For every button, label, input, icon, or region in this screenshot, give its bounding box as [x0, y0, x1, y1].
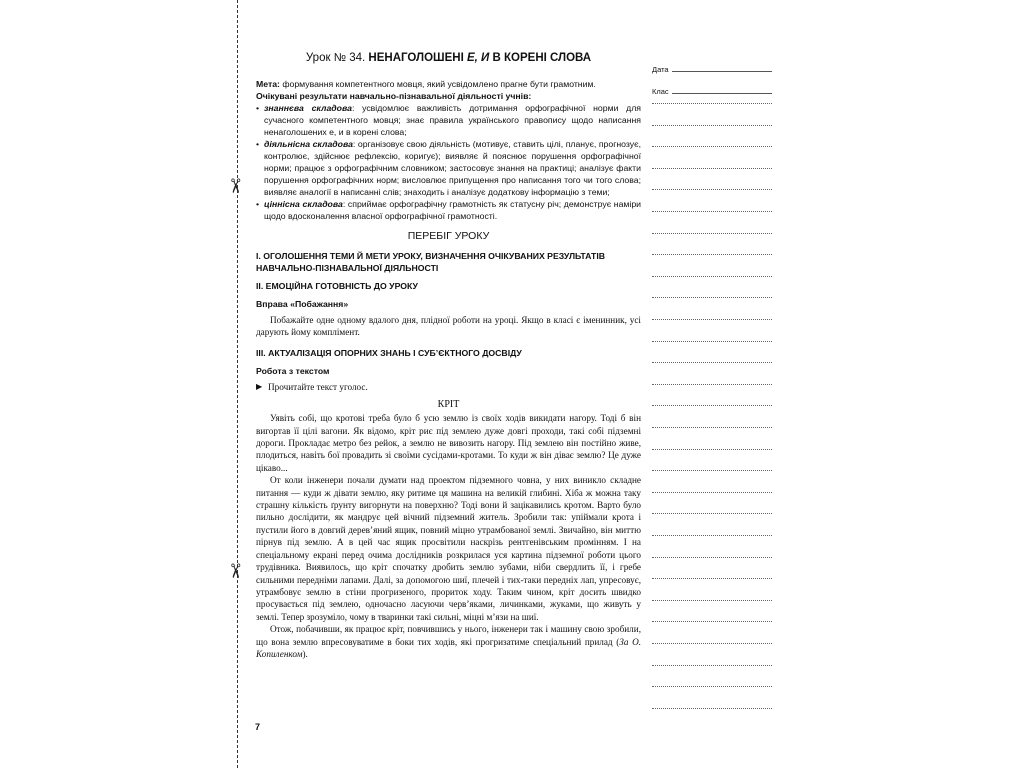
text-paragraph: Уявіть собі, що кротові треба було б усю землю із своїх ходів викидати нагору. Тоді б він вигортав її цілі вагони. Як відомо, кріт риє під землею дуже довгі проходи, такі собі підземні дороги. Прокладає метро без рейок, а землю не вивозить нагору. Під землею він постійно живе, плодиться, навіть бої провадить зі своїми сусідами-кротами. То куди ж він діває землю? Це дуже цікаво... [256, 413, 641, 473]
note-line [652, 189, 772, 190]
note-line [652, 492, 772, 493]
section-2-heading: II. ЕМОЦІЙНА ГОТОВНІСТЬ ДО УРОКУ [256, 281, 418, 291]
note-line [652, 643, 772, 644]
class-line [672, 93, 772, 94]
task-instruction: ▶ Прочитайте текст уголос. [256, 381, 368, 392]
exercise-heading: Вправа «Побажання» [256, 299, 349, 309]
outcome-knowledge: • знаннєва складова: усвідомлює важливість дотримання орфографічної норми для сучасного компетентного мовця; знає правила українського правопису щодо написання ненаголошених е, и в корені слова; [256, 102, 641, 138]
text-title: КРІТ [437, 399, 460, 411]
note-line [652, 103, 772, 104]
date-line [672, 71, 772, 72]
work-heading: Робота з текстом [256, 365, 330, 376]
progress-heading: ПЕРЕБІГ УРОКУ [407, 230, 490, 242]
note-line [652, 168, 772, 169]
note-line [652, 362, 772, 363]
scissors-icon: ✂ [223, 177, 246, 195]
text-paragraph: От коли інженери почали думати над проектом підземного човна, у них виникло складне питання — куди ж дівати землю, яку ритиме ця машина на великій глибині. Хіба ж можна таку страшну кількість ґрунту вигорнути на поверхню? Тоді вони й зацікавились кротом. Варто було пильно дослідити, як мандрує цей вічний підземний житель. Зробили так: упіймали крота і пустили його в довгий дерев’яний ящик, повний міцно утрамбованої землі. Звичайно, він миттю пірнув під землю. А в цей час ящик просвітили наскрізь рентгенівським промінням. І на спеціальному екрані перед очима дослідників розкрилася уся картина підземної роботи цього трудівника. Виявилось, що кріт спочатку дробить землю зубами, ніби свердлить її, і гребе сильними передніми лапами. Далі, за допомогою шиї, плечей і тих-таки передніх лап, упресовує, утрамбовує землю в стіни прогризеного, прориток ходу. Таким чином, кріт досить швидко просувається під землею, одночасно ласуючи черв’яками, личинками, жуками, що живуть у землі. Тепер зрозуміло, чому в тваринки такі сильні, міцні м’язи на шиї. [256, 475, 641, 622]
text-paragraph-last: Отож, побачивши, як працює кріт, повчившись у нього, інженери так і машину свою зробили, що вона землю впресовуватиме в боки тих ходів, які прогризатиме спеціальний прилад (За О. Копиленком). [256, 624, 641, 659]
date-row: Дата [652, 52, 772, 74]
section-1-heading: I. ОГОЛОШЕННЯ ТЕМИ Й МЕТИ УРОКУ, ВИЗНАЧЕННЯ ОЧІКУВАНИХ РЕЗУЛЬТАТІВ НАВЧАЛЬНО-ПІЗНАВАЛЬНОЇ ДІЯЛЬНОСТІ [256, 251, 606, 273]
lesson-title: Урок № 34. НЕНАГОЛОШЕНІ Е, И В КОРЕНІ СЛОВА [305, 52, 592, 64]
note-line [652, 319, 772, 320]
note-line [652, 254, 772, 255]
note-line [652, 341, 772, 342]
note-line [652, 146, 772, 147]
note-line [652, 513, 772, 514]
outcome-activity: • діяльнісна складова: організовує свою діяльність (мотивує, ставить цілі, планує, прогнозує, контролює, здійснює рефлексію, коригує); виявляє й пояснює порушення орфографічної норми; працює з орфографічним словником; застосовує знання на практиці; аналізує факти порушення орфографічних норм; висловлює припущення про написання того чи того слова; виявляє аналогії в написанні слів; знаходить і аналізує додаткову інформацію з теми; [256, 138, 641, 198]
note-line [652, 621, 772, 622]
note-line [652, 686, 772, 687]
outcome-values: • ціннісна складова: сприймає орфографічну грамотність як статусну річ; демонструє наміри щодо вдосконалення власної орфографічної грамотності. [256, 198, 641, 222]
notes-sidebar [652, 52, 772, 96]
note-line [652, 600, 772, 601]
outcomes-heading: Очікувані результати навчально-пізнавальної діяльності учнів: [256, 91, 532, 101]
lesson-goal: Мета: формування компетентного мовця, який усвідомлено прагне бути грамотним. [256, 79, 596, 89]
class-row: Клас [652, 74, 772, 96]
note-line [652, 125, 772, 126]
cut-line [237, 0, 238, 768]
note-line [652, 211, 772, 212]
note-line [652, 578, 772, 579]
note-line [652, 449, 772, 450]
note-line [652, 470, 772, 471]
outcomes-list [256, 102, 641, 222]
note-line [652, 405, 772, 406]
scissors-icon: ✂ [223, 562, 246, 580]
note-line [652, 557, 772, 558]
note-line [652, 384, 772, 385]
page-number: 7 [255, 722, 261, 732]
note-line [652, 708, 772, 709]
note-line [652, 276, 772, 277]
lesson-content [256, 52, 641, 660]
note-line [652, 297, 772, 298]
note-line [652, 427, 772, 428]
triangle-bullet-icon: ▶ [256, 381, 263, 391]
section-3-heading: III. АКТУАЛІЗАЦІЯ ОПОРНИХ ЗНАНЬ І СУБ’ЄКТНОГО ДОСВІДУ [256, 347, 522, 358]
note-line [652, 535, 772, 536]
text-source: За О. Копиленком [256, 636, 641, 659]
note-line [652, 233, 772, 234]
exercise-text: Побажайте одне одному вдалого дня, плідної роботи на уроці. Якщо в класі є іменинник, усі дарують йому комплімент. [256, 315, 641, 338]
note-line [652, 665, 772, 666]
